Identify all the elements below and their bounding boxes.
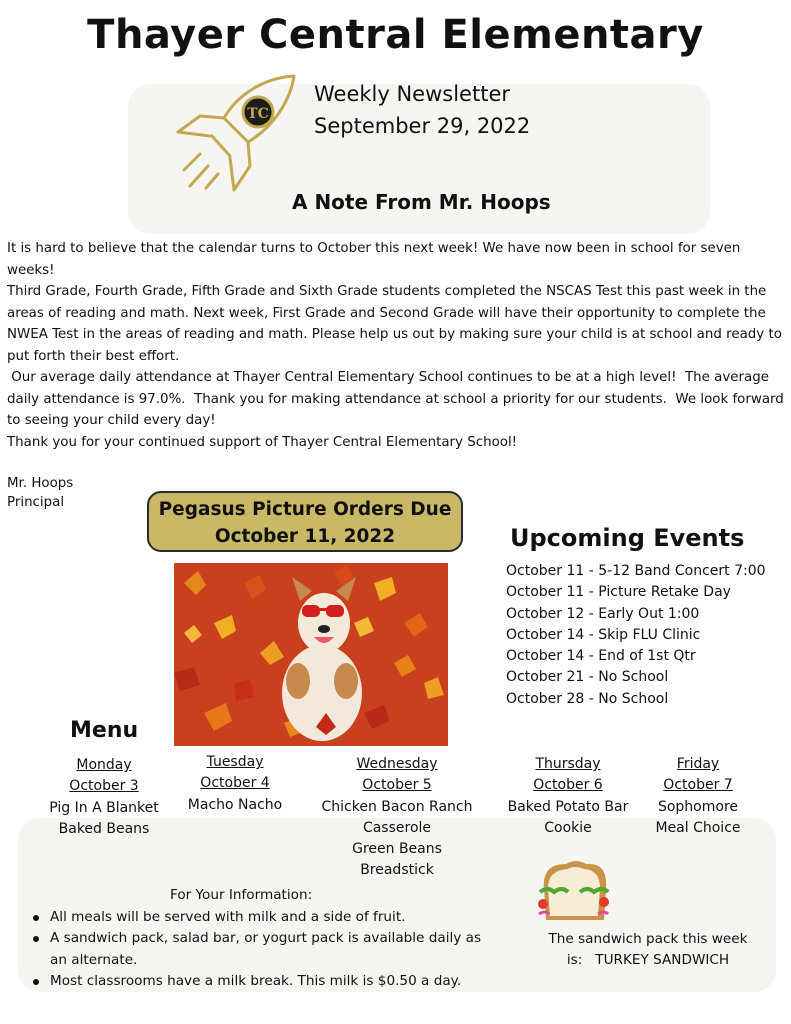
events-list [506, 561, 766, 710]
menu-thursday [500, 754, 636, 839]
menu-item: Sophomore [657, 798, 739, 815]
event-item: October 28 - No School [506, 690, 669, 707]
newsletter-date: September 29, 2022 [314, 114, 531, 138]
sandwich-label: is: [566, 952, 583, 968]
menu-tuesday [182, 752, 288, 816]
info-item: Most classrooms have a milk break. This milk is $0.50 a day. [30, 971, 490, 992]
menu-title: Menu [70, 718, 139, 743]
menu-item: Macho Nacho [187, 796, 283, 813]
menu-item: Meal Choice [655, 819, 741, 836]
info-title: For Your Information: [170, 887, 313, 903]
newsletter-label: Weekly Newsletter [314, 82, 510, 106]
event-item: October 21 - No School [506, 669, 669, 686]
menu-day: Tuesday [206, 754, 264, 770]
school-title: Thayer Central Elementary [87, 12, 704, 58]
note-paragraph: Our average daily attendance at Thayer Central Elementary School continues to be at a high level! The average daily attendance is 97.0%. Thank you for making attendance at school a priority for our students. We look forward to seeing your child every day! [7, 370, 789, 428]
signature-title: Principal [7, 495, 65, 510]
events-title: Upcoming Events [510, 524, 745, 552]
menu-friday [650, 754, 746, 839]
signature [7, 474, 73, 512]
menu-monday [40, 755, 168, 840]
sandwich-value: TURKEY SANDWICH [595, 952, 730, 968]
menu-wednesday [320, 754, 474, 882]
event-item: October 11 - Picture Retake Day [506, 584, 731, 601]
menu-date: October 6 [533, 777, 603, 794]
principal-note [7, 238, 789, 453]
sandwich-of-week [540, 929, 756, 971]
event-item: October 14 - End of 1st Qtr [506, 648, 696, 665]
menu-date: October 4 [200, 775, 270, 792]
menu-item: Chicken Bacon Ranch [321, 798, 473, 815]
newsletter-heading [314, 78, 530, 142]
menu-day: Wednesday [356, 756, 438, 772]
sandwich-line1: The sandwich pack this week [548, 931, 748, 947]
dog-leaves-image [174, 563, 448, 746]
sandwich-icon [536, 858, 610, 924]
sandwich-line2 [540, 950, 756, 971]
menu-item: Casserole [362, 819, 432, 836]
note-paragraph: It is hard to believe that the calendar turns to October this next week! We have now been in school for seven weeks! [7, 241, 741, 278]
dog-leaves-photo [174, 563, 448, 746]
logo-letters: TC [247, 106, 269, 122]
note-paragraph: Third Grade, Fourth Grade, Fifth Grade and Sixth Grade students completed the NSCAS Test this past week in the areas of reading and math. Next week, First Grade and Second Grade will have their opportunity to complete the NWEA Test in the areas of reading and math. Please help us out by making sure your child is at school and ready to put forth their best effort. [7, 284, 782, 364]
picture-orders-line1: Pegasus Picture Orders Due [158, 499, 452, 520]
signature-name: Mr. Hoops [7, 476, 74, 491]
event-item: October 12 - Early Out 1:00 [506, 605, 700, 622]
menu-day: Thursday [535, 756, 601, 772]
info-list [30, 907, 490, 992]
picture-orders-line2: October 11, 2022 [214, 526, 396, 547]
menu-date: October 3 [69, 778, 139, 795]
rocket-icon [172, 70, 302, 198]
menu-item: Cookie [544, 819, 592, 836]
event-item: October 14 - Skip FLU Clinic [506, 626, 701, 643]
menu-date: October 7 [663, 777, 733, 794]
menu-date: October 5 [362, 777, 432, 794]
note-title: A Note From Mr. Hoops [292, 190, 551, 214]
menu-item: Baked Potato Bar [507, 798, 629, 815]
menu-day: Friday [676, 756, 720, 772]
note-paragraph: Thank you for your continued support of Thayer Central Elementary School! [7, 434, 518, 450]
event-item: October 11 - 5-12 Band Concert 7:00 [506, 563, 766, 579]
menu-day: Monday [76, 757, 132, 773]
info-item: All meals will be served with milk and a side of fruit. [30, 907, 490, 928]
menu-item: Baked Beans [58, 820, 150, 837]
picture-orders-callout [147, 491, 463, 552]
menu-item: Pig In A Blanket [49, 799, 159, 816]
info-item: A sandwich pack, salad bar, or yogurt pack is available daily as an alternate. [30, 928, 490, 971]
menu-item: Green Beans [352, 841, 442, 858]
menu-item: Breadstick [360, 862, 434, 879]
